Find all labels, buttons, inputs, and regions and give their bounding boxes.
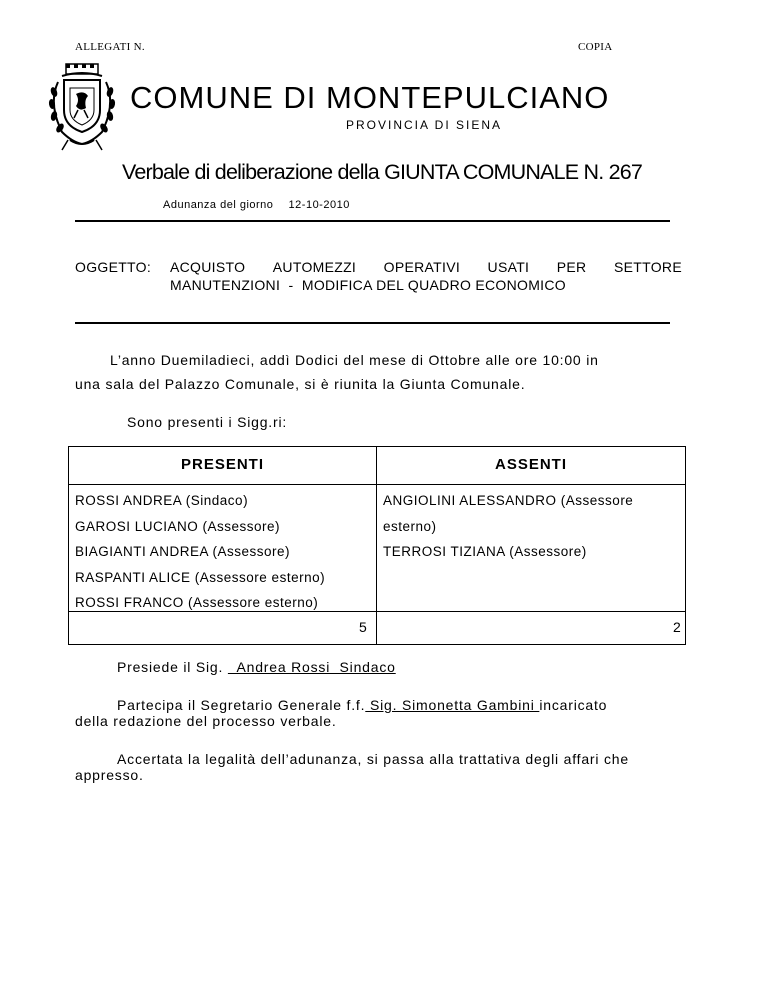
municipality-title: COMUNE DI MONTEPULCIANO: [130, 80, 610, 115]
table-column-divider: [376, 447, 377, 644]
presiede-name: Andrea Rossi Sindaco: [227, 659, 396, 675]
absent-member: ANGIOLINI ALESSANDRO (Assessore: [383, 493, 634, 508]
session-line: [163, 199, 350, 211]
partecipa-line-2: della redazione del processo verbale.: [75, 713, 337, 729]
allegati-label: ALLEGATI N.: [75, 41, 145, 53]
subject-label: OGGETTO:: [75, 259, 152, 275]
absent-header: ASSENTI: [494, 456, 567, 473]
session-label: Adunanza del giorno: [163, 199, 274, 211]
partecipa-suffix: incaricato: [539, 697, 608, 713]
subject-line-2: MANUTENZIONI - MODIFICA DEL QUADRO ECONOMICO: [170, 277, 566, 293]
present-count: 5: [359, 619, 367, 635]
partecipa-prefix: Partecipa il Segretario Generale f.f.: [117, 697, 366, 713]
absent-member: TERROSI TIZIANA (Assessore): [383, 544, 587, 559]
present-header: PRESENTI: [180, 456, 264, 473]
subject-word: OPERATIVI: [383, 259, 461, 275]
province-subtitle: PROVINCIA DI SIENA: [345, 118, 503, 132]
present-member: ROSSI FRANCO (Assessore esterno): [75, 595, 319, 610]
accertata-line-1: Accertata la legalità dell’adunanza, si passa alla trattativa degli affari che: [117, 751, 629, 767]
present-member: RASPANTI ALICE (Assessore esterno): [75, 569, 326, 585]
presiede-line: [117, 655, 396, 679]
copia-label: COPIA: [578, 41, 613, 53]
deliberation-heading: Verbale di deliberazione della GIUNTA COMUNALE N. 267: [122, 160, 643, 184]
presiede-label: Presiede il Sig.: [117, 659, 224, 675]
intro-line-2: una sala del Palazzo Comunale, si è riunita la Giunta Comunale.: [75, 376, 526, 392]
present-member: ROSSI ANDREA (Sindaco): [75, 493, 249, 508]
present-intro: Sono presenti i Sigg.ri:: [127, 414, 288, 430]
accertata-line-2: appresso.: [75, 767, 144, 783]
absent-count: 2: [673, 619, 681, 635]
subject-line-1: [170, 259, 682, 275]
coat-of-arms-emblem: [40, 60, 124, 152]
table-header-separator: [69, 484, 685, 485]
subject-word: AUTOMEZZI: [272, 259, 357, 275]
session-date: 12-10-2010: [288, 199, 350, 211]
subject-word: ACQUISTO: [170, 259, 246, 275]
intro-line-1: L’anno Duemiladieci, addì Dodici del mese di Ottobre alle ore 10:00 in: [110, 352, 599, 368]
present-list: [75, 488, 325, 616]
partecipa-name: Sig. Simonetta Gambini: [365, 697, 540, 713]
divider-bottom: [75, 322, 670, 324]
subject-word: PER: [556, 259, 587, 275]
attendance-table: [68, 446, 686, 645]
absent-member: esterno): [383, 518, 437, 534]
present-member: GAROSI LUCIANO (Assessore): [75, 518, 281, 534]
absent-list: [383, 488, 633, 565]
subject-word: SETTORE: [614, 259, 682, 275]
divider-top: [75, 220, 670, 222]
subject-word: USATI: [487, 259, 530, 275]
present-member: BIAGIANTI ANDREA (Assessore): [75, 544, 291, 559]
